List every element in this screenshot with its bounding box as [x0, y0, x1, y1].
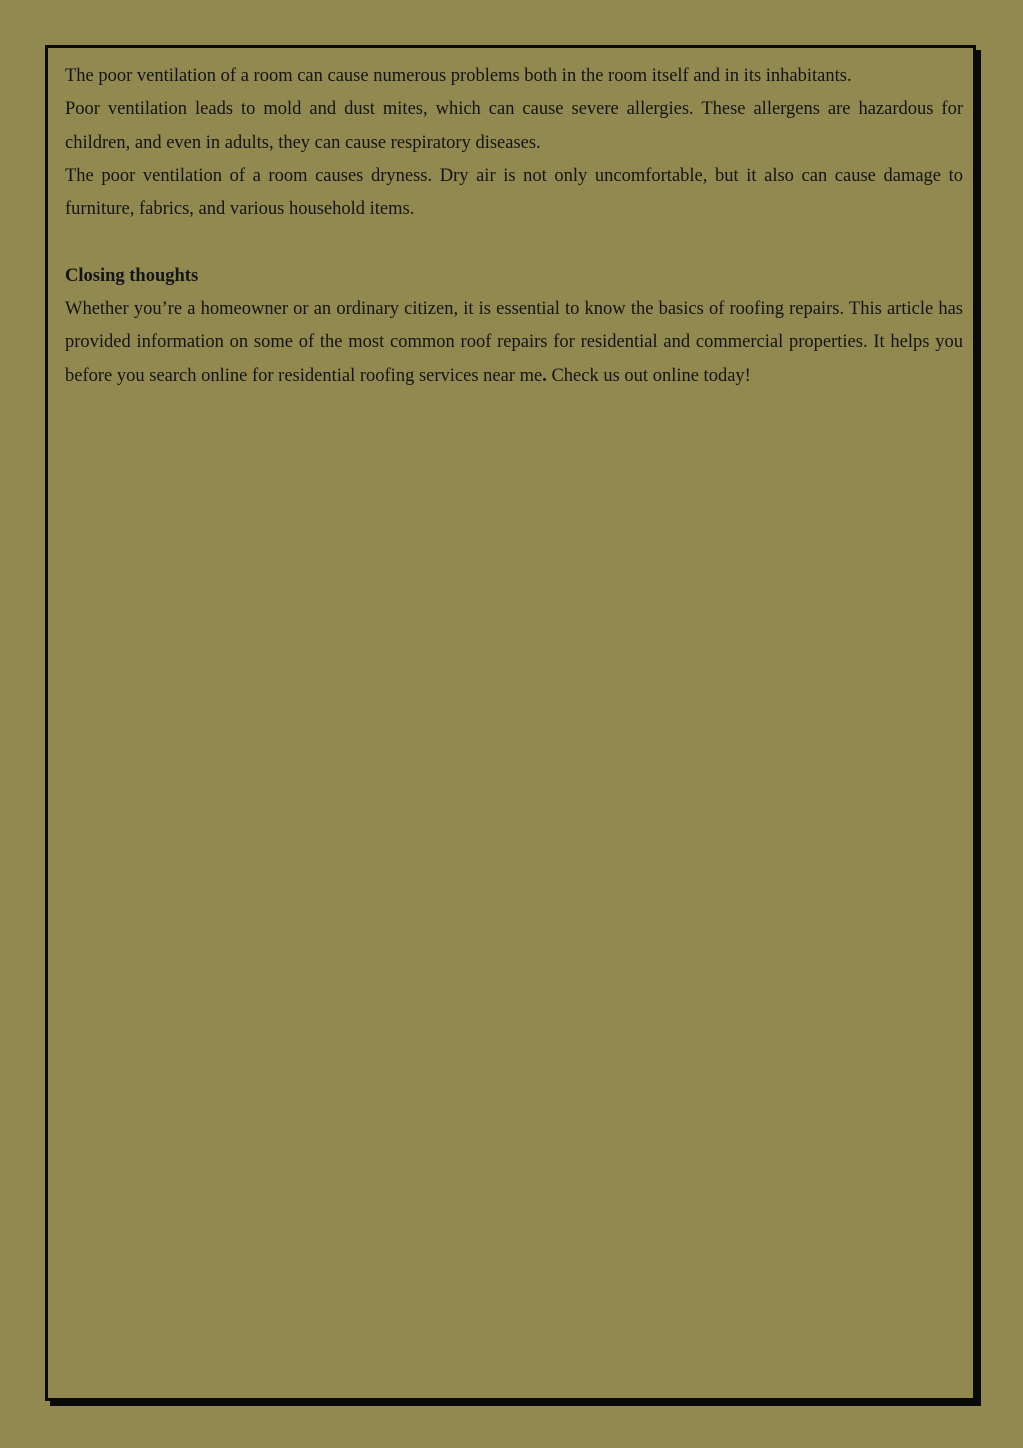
paragraph-mold-allergies: Poor ventilation leads to mold and dust mites, which can cause severe allergies. These allergens are hazardous for children, and even in adults, they can cause respiratory diseases.: [65, 99, 963, 153]
paragraph-closing: [65, 293, 963, 393]
paragraph-ventilation-intro: The poor ventilation of a room can cause numerous problems both in the room itself and in its inhabitants.: [65, 66, 852, 86]
section-heading-closing-thoughts: Closing thoughts: [65, 265, 199, 286]
paragraph-spacer: [65, 226, 963, 259]
closing-text-cta: Check us out online today!: [546, 365, 751, 386]
page-border-frame: [45, 45, 976, 1401]
closing-bold-period: .: [542, 365, 547, 386]
paragraph-dryness: The poor ventilation of a room causes dryness. Dry air is not only uncomfortable, but it also can cause damage to furniture, fabrics, and various household items.: [65, 165, 963, 220]
article-body: [65, 60, 963, 393]
closing-text-main: Whether you’re a homeowner or an ordinary citizen, it is essential to know the basics of roofing repairs. This article has provided information on some of the most common roof repairs for residential and commercial properties. It helps you before you search online for residential roofing services near me: [65, 299, 963, 386]
